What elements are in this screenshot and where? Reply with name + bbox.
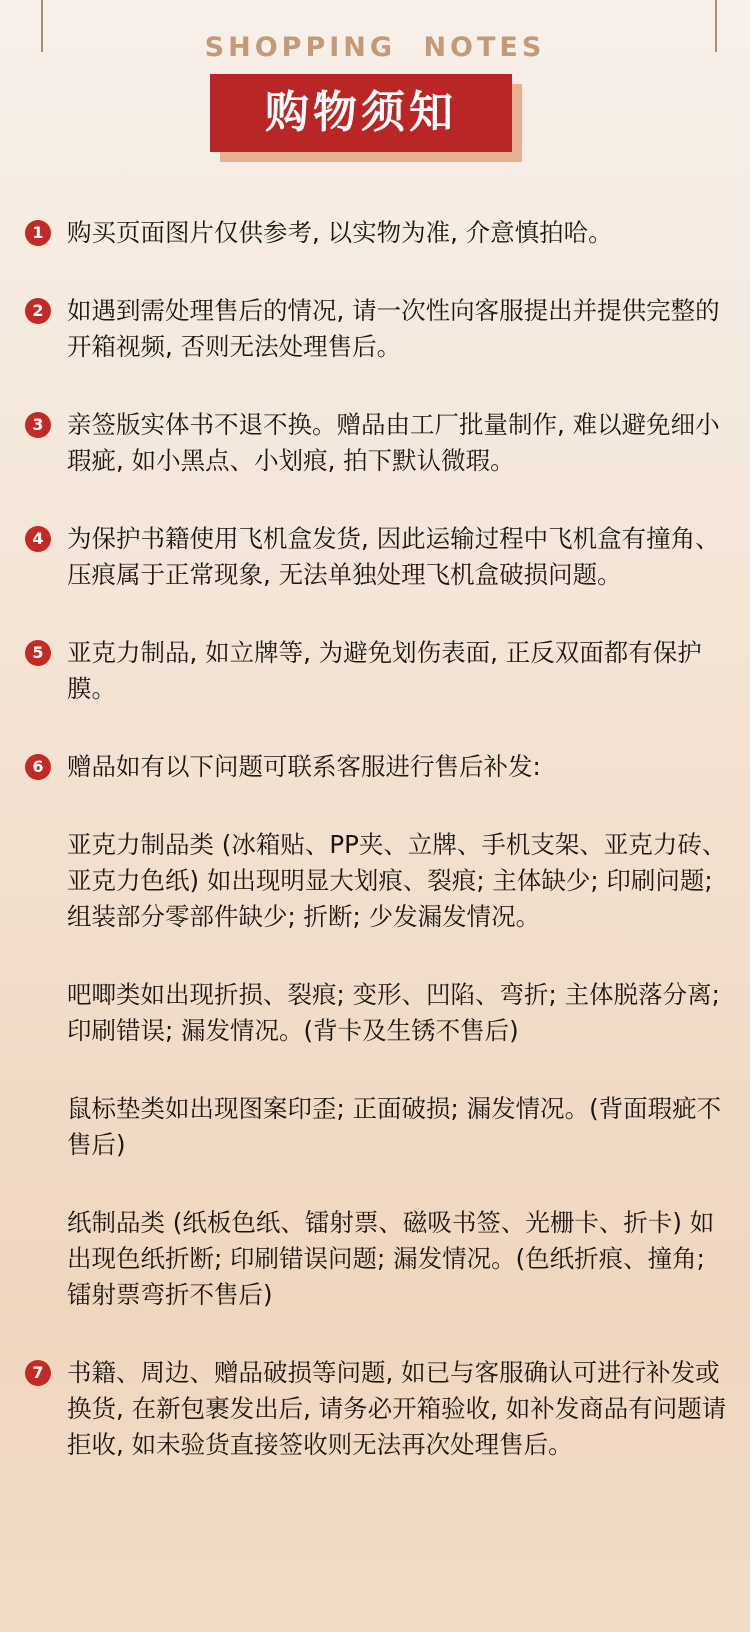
- note-text: 亲签版实体书不退不换。赠品由工厂批量制作, 难以避免细小瑕疵, 如小黑点、小划痕, 拍下默认微瑕。: [67, 410, 720, 475]
- note-item-2: [25, 293, 733, 365]
- note-item-6: [25, 749, 733, 1313]
- title-banner: [210, 74, 532, 168]
- note-item-4: [25, 521, 733, 593]
- note-item-7: [25, 1355, 733, 1463]
- note-text: 购买页面图片仅供参考, 以实物为准, 介意慎拍哈。: [67, 218, 613, 247]
- note-text: 书籍、周边、赠品破损等问题, 如已与客服确认可进行补发或换货, 在新包裹发出后, 请务必开箱验收, 如补发商品有问题请拒收, 如未验货直接签收则无法再次处理售后。: [67, 1358, 727, 1459]
- note-number-badge: 6: [25, 754, 51, 780]
- note-number-badge: 7: [25, 1360, 51, 1386]
- page-subtitle: SHOPPING NOTES: [204, 32, 546, 63]
- note-text: 如遇到需处理售后的情况, 请一次性向客服提出并提供完整的开箱视频, 否则无法处理售后。: [67, 296, 720, 361]
- note-subparagraph-acrylic: 亚克力制品类 (冰箱贴、PP夹、立牌、手机支架、亚克力砖、亚克力色纸) 如出现明显大划痕、裂痕; 主体缺少; 印刷问题; 组装部分零部件缺少; 折断; 少发漏发情况。: [67, 830, 727, 931]
- note-item-5: [25, 635, 733, 707]
- note-subparagraph-badge: 吧唧类如出现折损、裂痕; 变形、凹陷、弯折; 主体脱落分离; 印刷错误; 漏发情况。(背卡及生锈不售后): [67, 980, 720, 1045]
- note-item-1: [25, 215, 733, 251]
- note-number-badge: 1: [25, 220, 51, 246]
- note-item-3: [25, 407, 733, 479]
- notes-list: [25, 215, 733, 1505]
- note-number-badge: 5: [25, 640, 51, 666]
- note-number-badge: 3: [25, 412, 51, 438]
- note-number-badge: 2: [25, 298, 51, 324]
- note-text: 赠品如有以下问题可联系客服进行售后补发:: [67, 752, 541, 781]
- note-text: 为保护书籍使用飞机盒发货, 因此运输过程中飞机盒有撞角、压痕属于正常现象, 无法单独处理飞机盒破损问题。: [67, 524, 720, 589]
- note-number-badge: 4: [25, 526, 51, 552]
- note-text: 亚克力制品, 如立牌等, 为避免划伤表面, 正反双面都有保护膜。: [67, 638, 702, 703]
- note-subparagraph-paper: 纸制品类 (纸板色纸、镭射票、磁吸书签、光栅卡、折卡) 如出现色纸折断; 印刷错误问题; 漏发情况。(色纸折痕、撞角; 镭射票弯折不售后): [67, 1208, 715, 1309]
- page-title: 购物须知: [210, 74, 512, 152]
- note-subparagraph-mousepad: 鼠标垫类如出现图案印歪; 正面破损; 漏发情况。(背面瑕疵不售后): [67, 1094, 722, 1159]
